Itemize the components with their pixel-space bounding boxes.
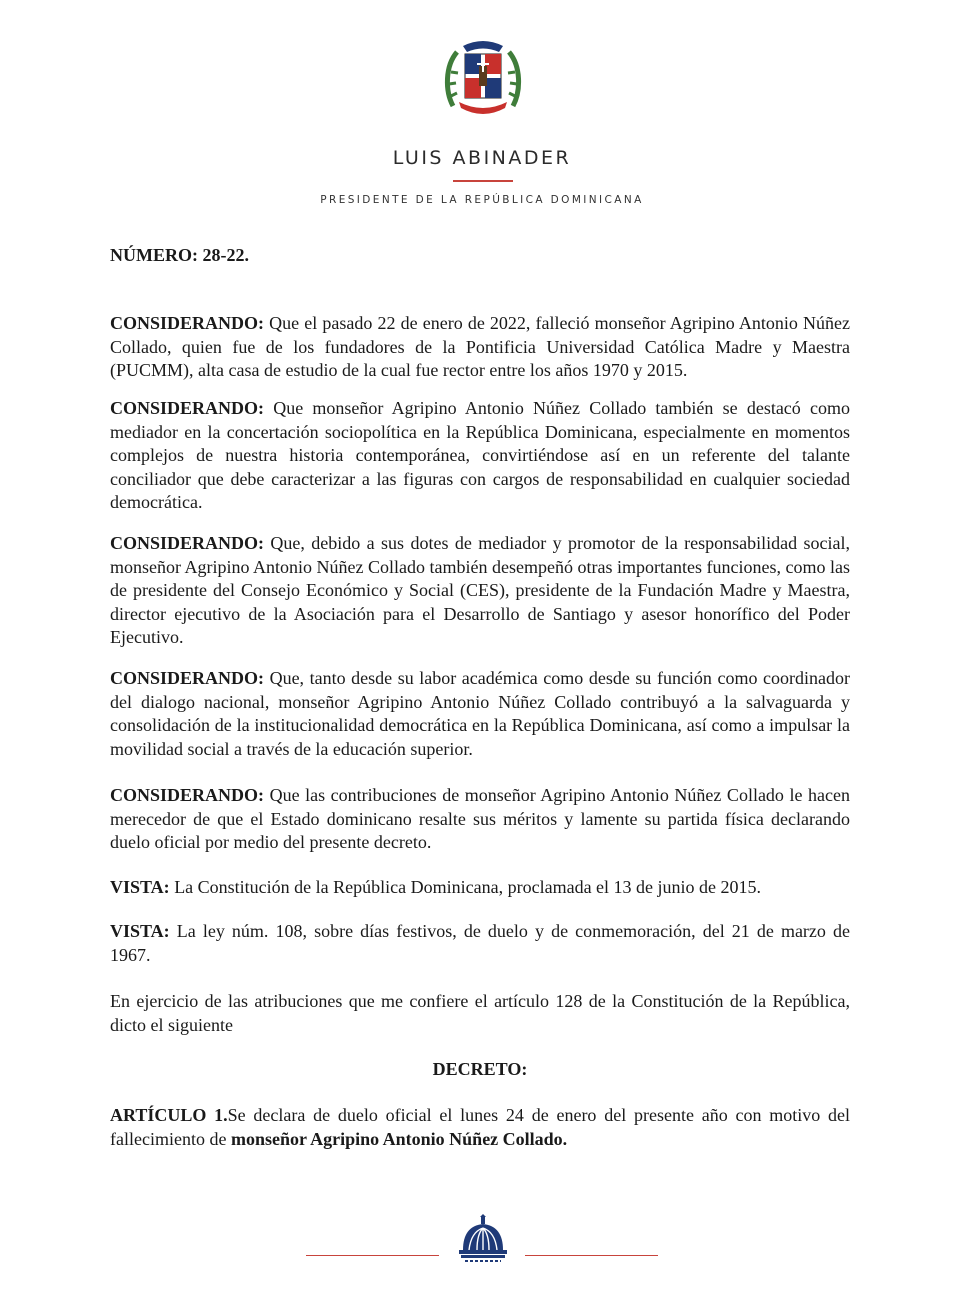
- vista-paragraph: [110, 876, 850, 900]
- paragraph-label: CONSIDERANDO:: [110, 398, 265, 418]
- considerando-paragraph: [110, 312, 850, 383]
- article-bold-name: monseñor Agripino Antonio Núñez Collado.: [230, 1128, 568, 1149]
- vista-paragraph: [110, 920, 850, 967]
- paragraph-label: VISTA:: [110, 921, 170, 941]
- decree-heading: DECRETO:: [432, 1059, 528, 1079]
- article-paragraph: [110, 1104, 850, 1151]
- decree-number: NÚMERO: 28-22.: [110, 245, 249, 265]
- footer-line-right: [525, 1255, 658, 1256]
- paragraph-label: VISTA:: [110, 877, 170, 897]
- article-label: ARTÍCULO 1.: [110, 1105, 228, 1125]
- issuer-title: PRESIDENTE DE LA REPÚBLICA DOMINICANA: [320, 194, 644, 206]
- paragraph-text: Que las contribuciones de monseñor Agripino Antonio Núñez Collado le hacen merecedor de que el Estado dominicano resalte sus méritos y lamente su partida física declarando duelo oficial por medio del presente decreto.: [110, 785, 850, 852]
- considerando-paragraph: [110, 784, 850, 855]
- article-text: Se declara de duelo oficial el lunes 24 de enero del presente año con motivo del fallecimiento de: [110, 1105, 850, 1149]
- paragraph-text: Que, debido a sus dotes de mediador y promotor de la responsabilidad social, monseñor Agripino Antonio Núñez Collado también desempeñó otras importantes funciones, como las de presidente del Consejo Económico y Social (CES), presidente de la Fundación Madre y Maestra, director ejecutivo de la Asociación para el Desarrollo de Santiago y asesor honorífico del Poder Ejecutivo.: [110, 533, 850, 647]
- paragraph-text: La Constitución de la República Dominicana, proclamada el 13 de junio de 2015.: [169, 877, 762, 897]
- footer-line-left: [306, 1255, 439, 1256]
- paragraph-label: CONSIDERANDO:: [110, 668, 265, 688]
- coat-of-arms-icon: [443, 36, 523, 118]
- considerando-paragraph: [110, 397, 850, 515]
- paragraph-text: Que monseñor Agripino Antonio Núñez Collado también se destacó como mediador en la concertación sociopolítica en la República Dominicana, especialmente en momentos complejos de nuestra historia contemporánea, convirtiéndose así en un referente del talante conciliador que debe caracterizar a las figuras con cargos de responsabilidad en cualquier sociedad democrática.: [110, 398, 850, 512]
- ejercicio-paragraph: En ejercicio de las atribuciones que me confiere el artículo 128 de la Constitución de la República, dicto el siguiente: [110, 991, 850, 1035]
- considerando-paragraph: [110, 667, 850, 761]
- header-divider: [453, 180, 513, 182]
- paragraph-label: CONSIDERANDO:: [110, 313, 265, 333]
- considerando-paragraph: [110, 532, 850, 650]
- national-palace-dome-icon: [455, 1214, 511, 1266]
- paragraph-text: Que el pasado 22 de enero de 2022, falleció monseñor Agripino Antonio Núñez Collado, quien fue de los fundadores de la Pontificia Universidad Católica Madre y Maestra (PUCMM), alta casa de estudio de la cual fue rector entre los años 1970 y 2015.: [110, 313, 850, 380]
- paragraph-label: CONSIDERANDO:: [110, 533, 265, 553]
- paragraph-text: Que, tanto desde su labor académica como desde su función como coordinador del dialogo nacional, monseñor Agripino Antonio Núñez Collado contribuyó a la salvaguarda y consolidación de la institucionalidad democrática en la República Dominicana, así como a impulsar la movilidad social a través de la educación superior.: [110, 668, 850, 759]
- paragraph-text: La ley núm. 108, sobre días festivos, de duelo y de conmemoración, del 21 de marzo de 1967.: [110, 921, 850, 965]
- issuer-name: LUIS ABINADER: [392, 147, 572, 169]
- paragraph-label: CONSIDERANDO:: [110, 785, 265, 805]
